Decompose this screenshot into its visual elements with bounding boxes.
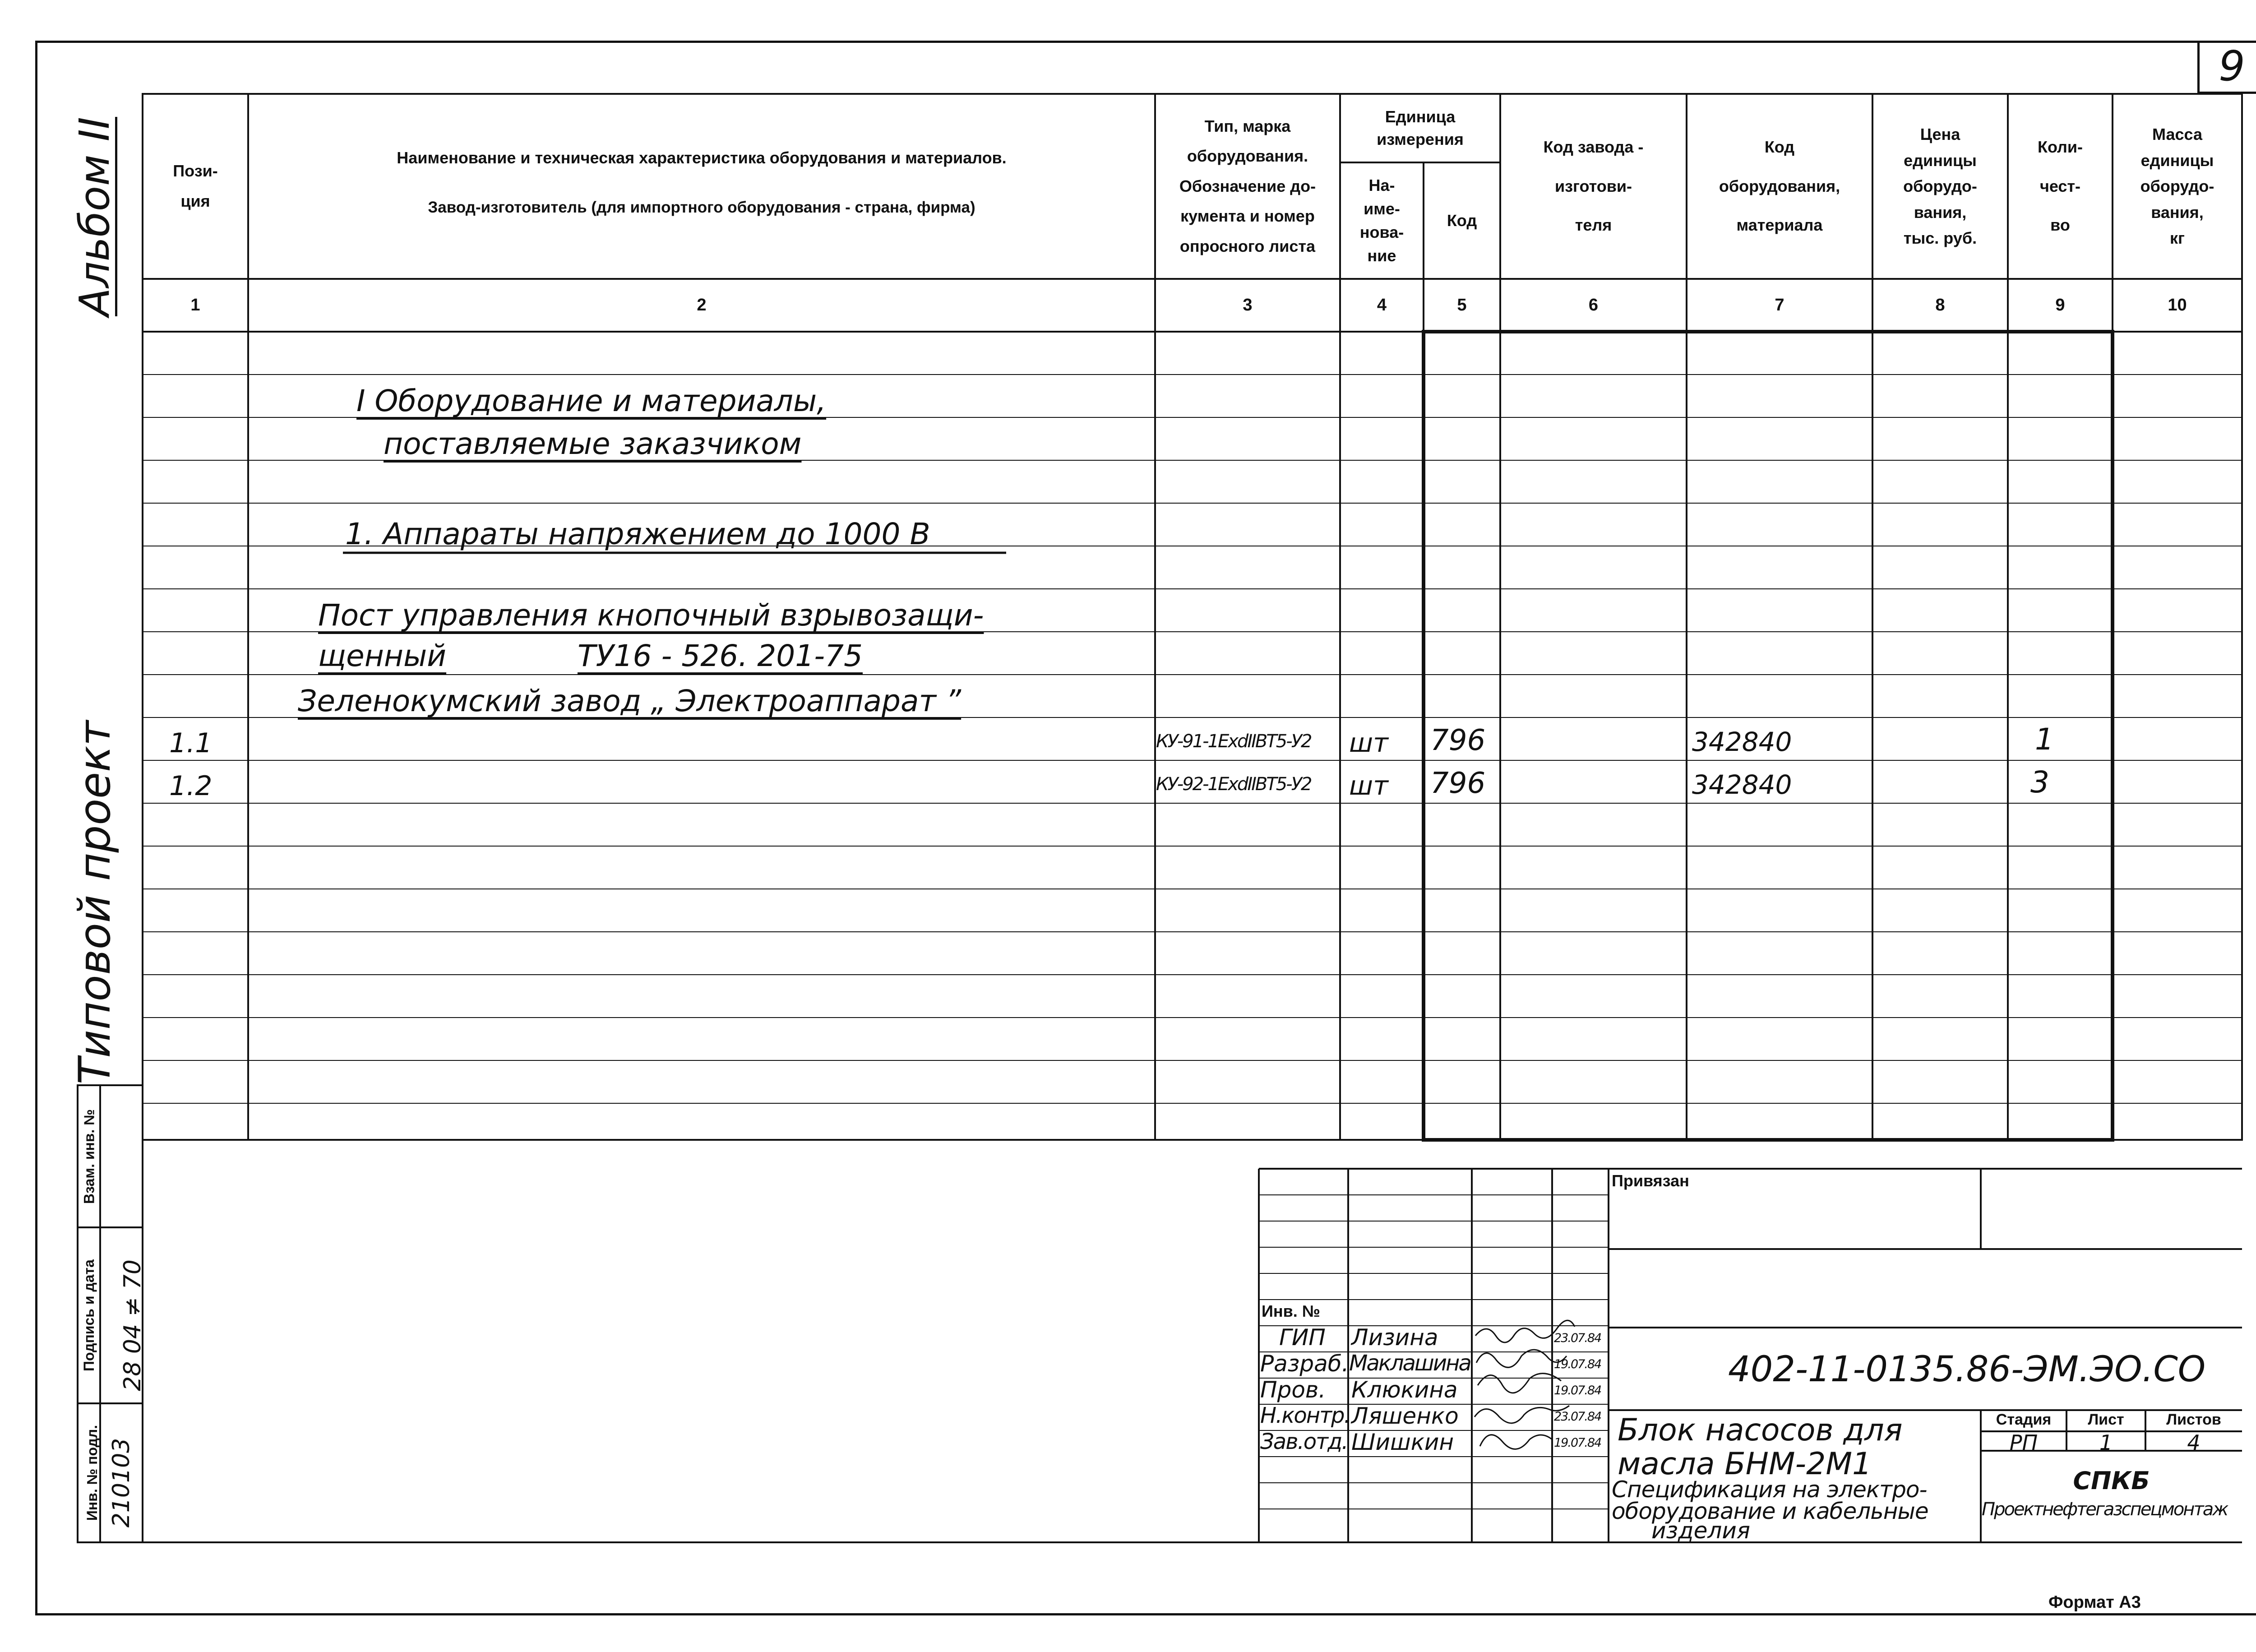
col-num: 6	[1588, 296, 1599, 315]
subsection-title: 1. Аппараты напряжением до 1000 В	[345, 517, 930, 551]
row-unit-code: 796	[1430, 767, 1486, 800]
object-title-line1: Блок насосов для	[1618, 1412, 1903, 1448]
person-name: Клюкина	[1351, 1377, 1458, 1403]
organization-line2: Проектнефтегазспецмонтаж	[1982, 1499, 2228, 1520]
item-manufacturer: Зеленокумский завод „ Электроаппарат ”	[298, 684, 962, 718]
sign-date: 23.07.84	[1554, 1410, 1601, 1424]
row-quantity: 1	[2035, 722, 2054, 757]
organization-line1: СПКБ	[2073, 1467, 2150, 1495]
row-type: КУ-91-1ExdIIBT5-У2	[1156, 731, 1311, 752]
header-material-code: Код оборудования, материала	[1719, 138, 1840, 235]
header-unit-group: Единица измерения	[1377, 107, 1464, 148]
row-type: КУ-92-1ExdIIBT5-У2	[1156, 774, 1311, 795]
item-spec-ref: ТУ16 - 526. 201-75	[578, 639, 863, 673]
header-mass: Масса единицы оборудо- вания, кг	[2140, 125, 2214, 248]
header-position: Пози- ция	[173, 162, 218, 210]
person-name: Маклашина	[1349, 1351, 1470, 1376]
row-material-code: 342840	[1692, 769, 1792, 800]
col-num: 9	[2055, 296, 2065, 315]
col-num: 10	[2168, 296, 2187, 315]
item-description-line2: щенный	[318, 639, 447, 673]
header-name: Наименование и техническая характеристика оборудования и материалов.	[397, 148, 1007, 167]
replace-inv-label: Взам. инв. №	[81, 1109, 97, 1204]
doc-title-line2: оборудование и кабельные	[1612, 1498, 1928, 1524]
doc-title-line1: Спецификация на электро-	[1612, 1476, 1927, 1503]
header-type: Тип, марка оборудования. Обозначение до- кумента и номер опросного листа	[1179, 116, 1316, 255]
sign-date: 23.07.84	[1554, 1331, 1601, 1345]
role: Зав.отд.	[1260, 1429, 1348, 1454]
header-factory-code: Код завода - изготови- теля	[1543, 138, 1644, 235]
section-title-line1: I Оборудование и материалы,	[356, 384, 827, 418]
role: Пров.	[1260, 1377, 1326, 1403]
project-label: Типовой проект	[69, 720, 120, 1085]
stage-label: Стадия	[1996, 1411, 2052, 1428]
header-unit-name: На- име- нова- ние	[1359, 176, 1404, 265]
person-name: Шишкин	[1351, 1429, 1454, 1455]
col-num: 7	[1775, 296, 1784, 315]
section-title-line2: поставляемые заказчиком	[384, 426, 802, 461]
original-inv-value: 210103	[108, 1438, 135, 1528]
header-price: Цена единицы оборудо- вания, тыс. руб.	[1903, 125, 1977, 248]
col-num: 4	[1377, 296, 1387, 315]
sign-date: 19.07.84	[1554, 1357, 1601, 1371]
person-name: Лизина	[1351, 1324, 1438, 1351]
col-num: 3	[1243, 296, 1253, 315]
col-num: 8	[1935, 296, 1945, 315]
col-num: 1	[190, 296, 200, 315]
row-position: 1.2	[169, 770, 213, 802]
sheet-number: 9	[2197, 41, 2256, 94]
header-manufacturer: Завод-изготовитель (для импортного оборудования - страна, фирма)	[428, 198, 975, 216]
paper-format: Формат А3	[2048, 1593, 2141, 1612]
sheets-value: 4	[2187, 1430, 2201, 1455]
signature-date-value: 28 04 ≠ 70	[119, 1259, 146, 1391]
role: Разраб.	[1260, 1351, 1349, 1377]
row-unit: шт	[1349, 770, 1388, 801]
stage-value: РП	[2009, 1430, 2038, 1455]
sheets-label: Листов	[2166, 1411, 2221, 1428]
col-num: 2	[697, 296, 707, 315]
row-unit: шт	[1349, 727, 1388, 758]
sign-date: 19.07.84	[1554, 1436, 1601, 1450]
signature-date-label: Подпись и дата	[81, 1259, 97, 1371]
sign-date: 19.07.84	[1554, 1384, 1601, 1397]
person-name: Ляшенко	[1351, 1403, 1459, 1429]
role: Н.контр.	[1260, 1403, 1350, 1428]
header-quantity: Коли- чест- во	[2037, 138, 2083, 235]
row-quantity: 3	[2030, 765, 2049, 800]
original-inv-label: Инв. № подл.	[84, 1425, 100, 1521]
doc-title-line3: изделия	[1651, 1518, 1750, 1544]
row-unit-code: 796	[1430, 724, 1486, 757]
header-unit-code: Код	[1447, 211, 1477, 230]
row-position: 1.1	[169, 727, 213, 759]
sheet-label: Лист	[2088, 1411, 2124, 1428]
inv-no-label: Инв. №	[1262, 1302, 1320, 1320]
privyazan-label: Привязан	[1612, 1171, 1689, 1190]
item-description-line1: Пост управления кнопочный взрывозащи-	[318, 598, 984, 633]
document-code: 402-11-0135.86-ЭМ.ЭО.СО	[1728, 1349, 2206, 1390]
row-material-code: 342840	[1692, 727, 1792, 757]
role: ГИП	[1279, 1324, 1326, 1351]
col-num: 5	[1457, 296, 1467, 315]
album-label: Альбом II	[70, 117, 119, 316]
object-title-line2: масла БНМ-2М1	[1618, 1446, 1872, 1482]
sheet-value: 1	[2099, 1430, 2113, 1455]
